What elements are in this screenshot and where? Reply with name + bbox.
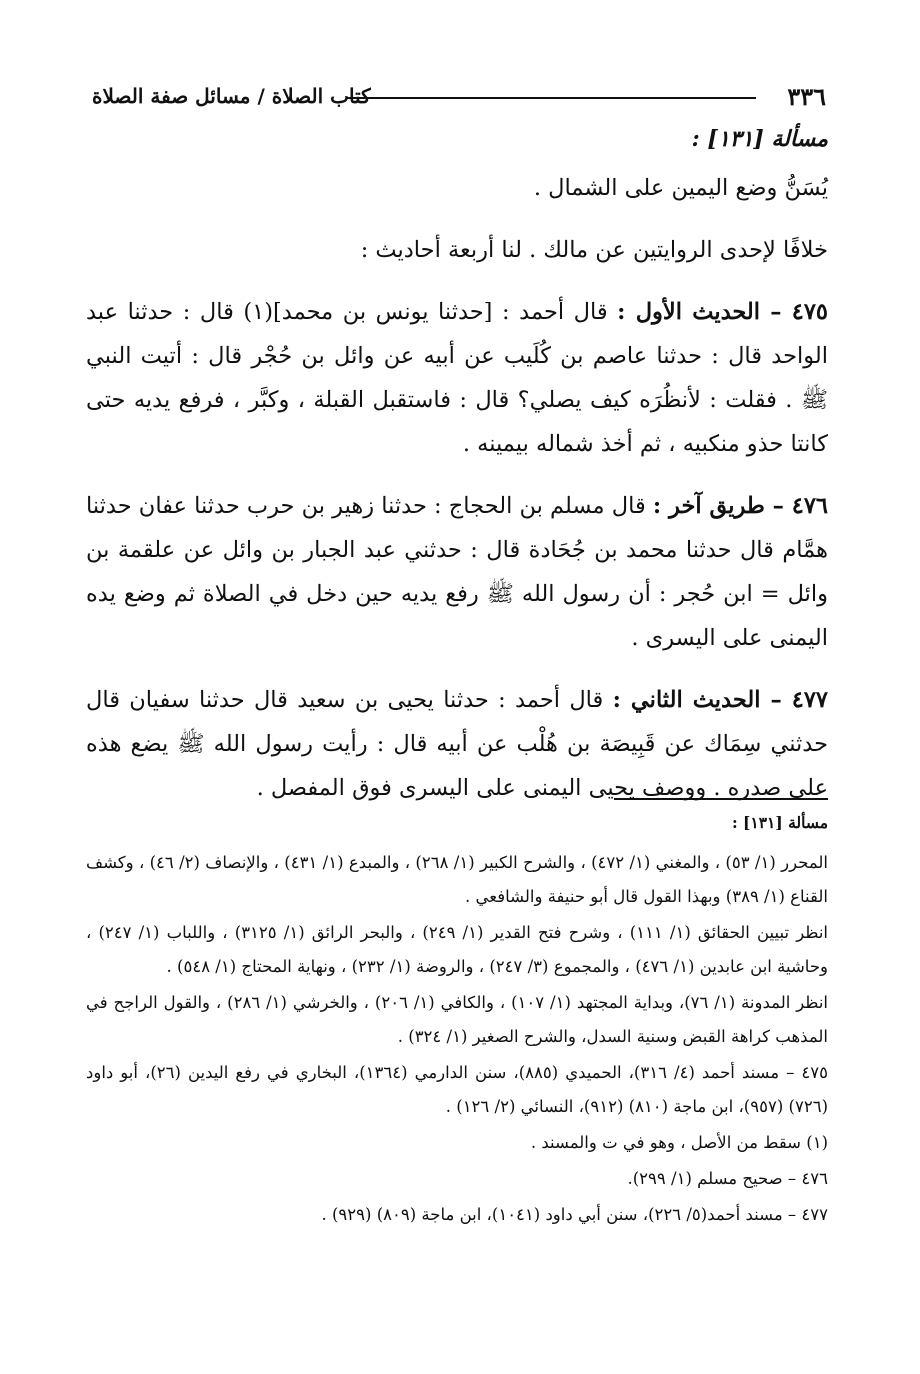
ruling-paragraph: يُسَنُّ وضع اليمين على الشمال . (533, 175, 828, 201)
main-text (86, 126, 828, 820)
hadith-477-text: قال أحمد : حدثنا يحيى بن سعيد قال حدثنا سفيان قال حدثني سِمَاك عن قَبِيصَة بن هُلْب عن أبيه قال : رأيت رسول الله ﷺ يضع هذه على صدره . ووصف يحيى اليمنى على اليسرى فوق المفصل . (86, 687, 828, 801)
footnote-hanbali-refs: المحرر (١/ ٥٣) ، والمغني (١/ ٤٧٢) ، والشرح الكبير (١/ ٢٦٨) ، والمبدع (١/ ٤٣١) ، والإنصاف (٢/ ٤٦) ، وكشف القناع (١/ ٣٨٩) وبهذا القول قال أبو حنيفة والشافعي . (86, 853, 829, 906)
hadith-477-label: ٤٧٧ – الحديث الثاني : (612, 687, 829, 713)
footnote-maliki-refs: انظر المدونة (١/ ٧٦)، وبداية المجتهد (١/ ١٠٧) ، والكافي (١/ ٢٠٦) ، والخرشي (١/ ٢٨٦) ، والقول الراجح في المذهب كراهة القبض وسنية السدل، والشرح الصغير (١/ ٣٢٤) . (86, 993, 829, 1046)
page-number: ٣٣٦ (787, 82, 826, 111)
footnote-note-1: (١) سقط من الأصل ، وهو في ت والمسند . (530, 1133, 828, 1152)
footnote-heading: مسألة [١٣١] : (731, 813, 828, 832)
hadith-476-label: ٤٧٦ – طريق آخر : (652, 493, 829, 519)
footnote-475-takhrij: ٤٧٥ – مسند أحمد (٤/ ٣١٦)، الحميدي (٨٨٥)، سنن الدارمي (١٣٦٤)، البخاري في رفع اليدين (٢٦)، أبو داود (٧٢٦) (٩٥٧)، ابن ماجة (٨١٠) (٩١٢)، النسائي (٢/ ١٢٦) . (86, 1063, 828, 1116)
page-header (92, 82, 826, 116)
issue-heading: مسألة [١٣١] : (691, 126, 828, 152)
footnotes (86, 808, 828, 1234)
hadith-475 (86, 290, 828, 466)
disagreement-paragraph: خلافًا لإحدى الروايتين عن مالك . لنا أربعة أحاديث : (360, 237, 828, 263)
footnote-477-takhrij: ٤٧٧ – مسند أحمد(٥/ ٢٢٦)، سنن أبي داود (١٠٤١)، ابن ماجة (٨٠٩) (٩٢٩) . (321, 1205, 828, 1224)
hadith-477 (86, 678, 828, 810)
hadith-476-text: قال مسلم بن الحجاج : حدثنا زهير بن حرب حدثنا عفان حدثنا همَّام قال حدثنا محمد بن جُحَادة قال : حدثني عبد الجبار بن وائل عن علقمة بن وائل = ابن حُجر : أن رسول الله ﷺ رفع يديه حين دخل في الصلاة ثم وضع يده اليمنى على اليسرى . (86, 493, 828, 651)
footnote-rule (614, 798, 828, 800)
hadith-475-text: قال أحمد : [حدثنا يونس بن محمد](١) قال : حدثنا عبد الواحد قال : حدثنا عاصم بن كُلَيب عن أبيه عن وائل بن حُجْر قال : أتيت النبي ﷺ . فقلت : لأنظُرَه كيف يصلي؟ قال : فاستقبل القبلة ، وكبَّر ، فرفع يديه حتى كانتا حذو منكبيه ، ثم أخذ شماله بيمينه . (86, 299, 828, 457)
footnote-hanafi-refs: انظر تبيين الحقائق (١/ ١١١) ، وشرح فتح القدير (١/ ٢٤٩) ، والبحر الرائق (١/ ٣١٢٥) ، واللباب (١/ ٢٤٧) ، وحاشية ابن عابدين (١/ ٤٧٦) ، والمجموع (٣/ ٢٤٧) ، والروضة (١/ ٢٣٢) ، ونهاية المحتاج (١/ ٥٤٨) . (86, 923, 829, 976)
footnote-476-takhrij: ٤٧٦ – صحيح مسلم (١/ ٢٩٩). (627, 1169, 828, 1188)
hadith-475-label: ٤٧٥ – الحديث الأول : (617, 299, 828, 325)
running-title: كتاب الصلاة / مسائل صفة الصلاة (92, 84, 371, 108)
hadith-476 (86, 484, 828, 660)
header-rule (347, 97, 756, 99)
